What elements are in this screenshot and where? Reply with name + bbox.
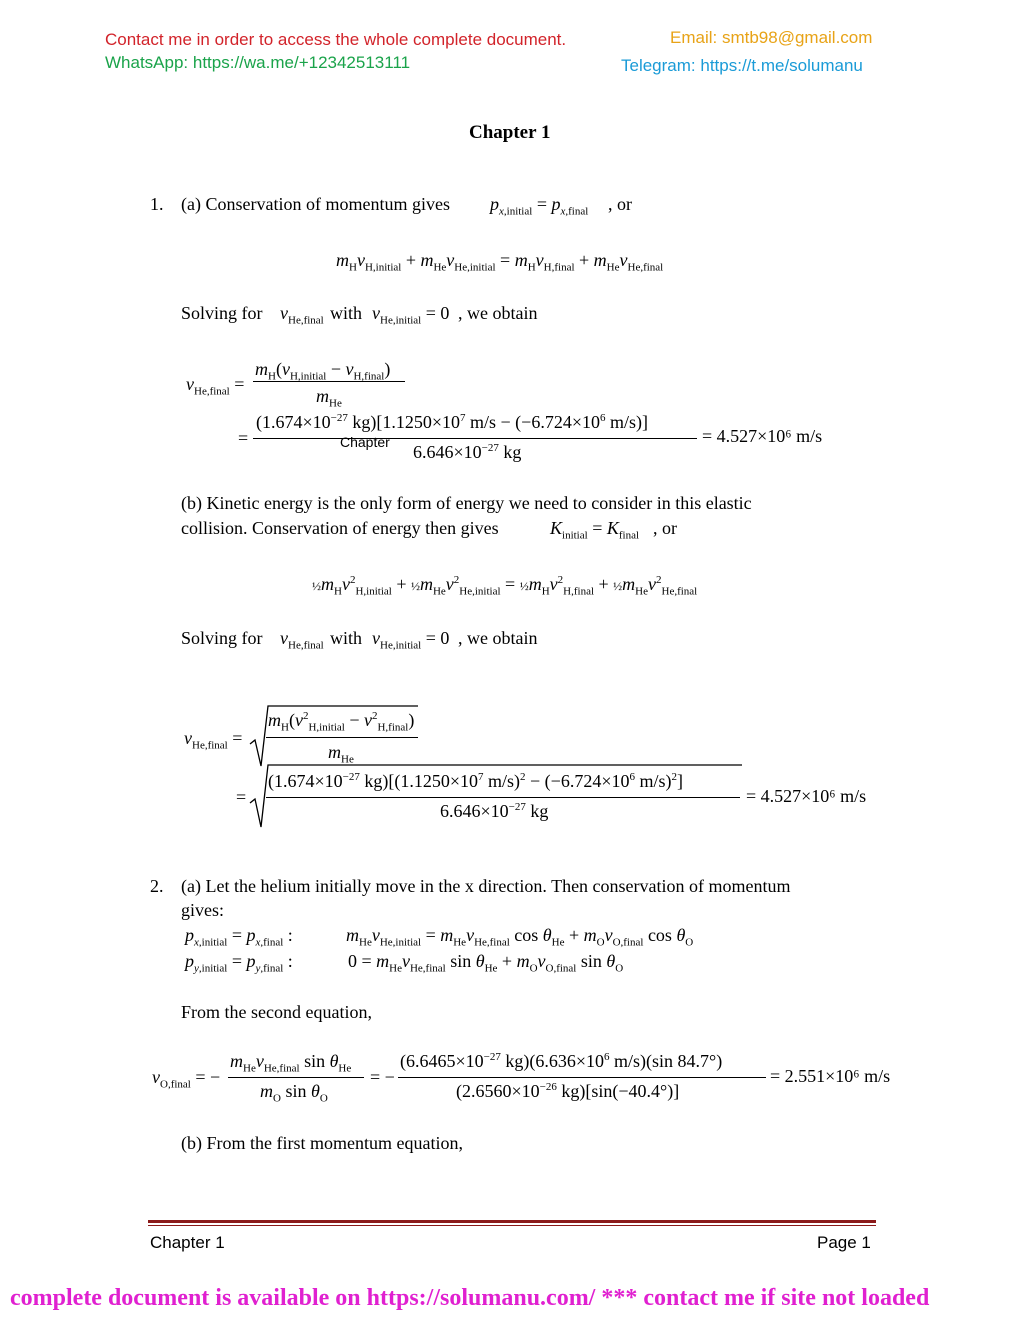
fraction-2-numerator: ($1.674\times 10^{-27}$ $kg)[1.1250\times 10^7$ $m/s - (-6.724\times 10^6$ m/s)] xyxy=(256,412,648,432)
fraction-bar-1 xyxy=(253,381,405,382)
fraction-1-denominator: $m_{He}$ xyxy=(316,386,342,410)
email-link[interactable]: Email: smtb98@gmail.com xyxy=(670,28,873,47)
v-o-final-lhs: $v_{O,final}$ = − xyxy=(152,1067,221,1091)
y-momentum-equation: $0 = m_{He}v_{He,final}$ $\sin \theta_{He} + m_Ov_{O,final}$ $\sin \theta_O$ xyxy=(348,951,624,975)
solving-for-2: Solving for xyxy=(181,628,263,648)
v-o-fraction-1-numerator: $m_{He}v_{He,final}$ $\sin \theta_{He}$ xyxy=(230,1051,352,1075)
problem-2a-line2: gives: xyxy=(181,900,224,920)
v-o-fraction-1-bar xyxy=(228,1077,364,1078)
sqrt-2-numerator: ($1.674\times 10^{-27}$ $kg)[(1.1250\times 10^7$ $m/s)^2 - (-6.724\times 10^6$ m/s)$^2$] xyxy=(268,771,683,791)
v-he-initial-zero-1: $v_{He,initial} = 0$ xyxy=(372,303,450,327)
solving-for-1: Solving for xyxy=(181,303,263,323)
result-3: = 2.551×10⁶ m/s xyxy=(770,1066,891,1086)
problem-2b-line: (b) From the first momentum equation, xyxy=(181,1133,463,1153)
problem-1b-line1: (b) Kinetic energy is the only form of energy we need to consider in this elastic xyxy=(181,493,752,513)
px-conservation: $p_{x,initial} = p_{x,final}$ : xyxy=(185,925,293,949)
with-1: with xyxy=(330,303,363,323)
telegram-link[interactable]: Telegram: https://t.me/solumanu xyxy=(621,56,863,75)
footer-chapter: Chapter 1 xyxy=(150,1233,225,1252)
v-he-final-inline-1: $v_{He,final}$ xyxy=(280,303,324,327)
equals-1: = xyxy=(238,428,249,448)
or-text-2: , or xyxy=(653,518,677,538)
fraction-2-denominator: $6.646\times 10^{-27}$ kg xyxy=(413,442,522,462)
momentum-equation: $m_Hv_{H,initial} + m_{He}v_{He,initial} = m_Hv_{H,final} + m_{He}v_{He,final}$ xyxy=(336,250,664,274)
second-equation-text: From the second equation, xyxy=(181,1002,372,1022)
energy-equation: $\frac{1}{2}m_Hv^2_{H,initial}$ + $\frac{1}{2}m_{He}v^2_{He,initial}$ = $\frac{1}{2}m_Hv^2_{H,final}$ + $\frac{1}{2}m_{He}v^2_{He,final}$ xyxy=(312,574,698,598)
obtain-1: , we obtain xyxy=(458,303,538,323)
v-o-fraction-1-denominator: $m_O$ $\sin \theta_O$ xyxy=(260,1081,328,1105)
fraction-bar-2 xyxy=(253,438,697,439)
chapter-title: Chapter 1 xyxy=(469,122,551,143)
footer-rule-thick xyxy=(148,1220,876,1223)
result-3-value: 2.551×10⁶ m/s xyxy=(784,1066,891,1086)
x-momentum-equation: $m_{He}v_{He,initial} = m_{He}v_{He,final}$ $\cos \theta_{He} + m_Ov_{O,final}$ $\cos \theta_O$ xyxy=(346,925,694,949)
equals-2: = xyxy=(236,787,247,807)
chapter-stamp: Chapter xyxy=(340,434,390,450)
v-o-fraction-2-numerator: ($6.6465\times 10^{-27}$ $kg)(6.636\times 10^6$ m/s)(sin 84.7°) xyxy=(400,1051,723,1071)
result-2: = 4.527×10⁶ m/s xyxy=(746,786,867,806)
with-2: with xyxy=(330,628,363,648)
fraction-1-numerator: $m_H(v_{H,initial} - v_{H,final})$ xyxy=(255,359,391,383)
v-he-final-lhs-2: $v_{He,final}$ = xyxy=(184,728,243,752)
v-he-final-inline-2: $v_{He,final}$ xyxy=(280,628,324,652)
footer-rule-thin xyxy=(148,1225,876,1226)
momentum-conservation-inline: $p_{x,initial} = p_{x,final}$ xyxy=(490,194,589,218)
result-1-value: 4.527×10⁶ m/s xyxy=(716,426,823,446)
or-text-1: , or xyxy=(608,194,632,214)
problem-2a-line1: (a) Let the helium initially move in the x direction. Then conservation of momentum xyxy=(181,876,791,896)
sqrt-1-denominator: $m_{He}$ xyxy=(328,742,354,766)
sqrt-1-bar xyxy=(266,737,418,738)
v-he-initial-zero-2: $v_{He,initial} = 0$ xyxy=(372,628,450,652)
sqrt-1-numerator: $m_H(v^2_{H,initial} - v^2_{H,final})$ xyxy=(268,710,415,734)
result-2-value: 4.527×10⁶ m/s xyxy=(760,786,867,806)
obtain-2: , we obtain xyxy=(458,628,538,648)
contact-notice: Contact me in order to access the whole complete document. xyxy=(105,30,567,49)
promo-banner[interactable]: complete document is available on https://solumanu.com/ *** contact me if site not loaded xyxy=(10,1285,930,1311)
equals-minus: = − xyxy=(370,1067,395,1087)
v-he-final-lhs-1: $v_{He,final}$ = xyxy=(186,374,245,398)
sqrt-2-denominator: $6.646\times 10^{-27}$ kg xyxy=(440,801,549,821)
py-conservation: $p_{y,initial} = p_{y,final}$ : xyxy=(185,951,293,975)
sqrt-2-bar xyxy=(266,797,740,798)
whatsapp-link[interactable]: WhatsApp: https://wa.me/+12342513111 xyxy=(105,53,411,72)
v-o-fraction-2-bar xyxy=(398,1077,766,1078)
problem-1-number: 1. xyxy=(150,194,164,214)
problem-2-number: 2. xyxy=(150,876,164,896)
footer-page-number: Page 1 xyxy=(817,1233,871,1252)
problem-1a-intro: (a) Conservation of momentum gives xyxy=(181,194,450,214)
problem-1b-line2: collision. Conservation of energy then gives xyxy=(181,518,499,538)
result-1: = 4.527×10⁶ m/s xyxy=(702,426,823,446)
v-o-fraction-2-denominator: ($2.6560\times 10^{-26}$ kg)[sin(−40.4°)] xyxy=(456,1081,680,1101)
energy-conservation-inline: $K_{initial} = K_{final}$ xyxy=(550,518,640,542)
